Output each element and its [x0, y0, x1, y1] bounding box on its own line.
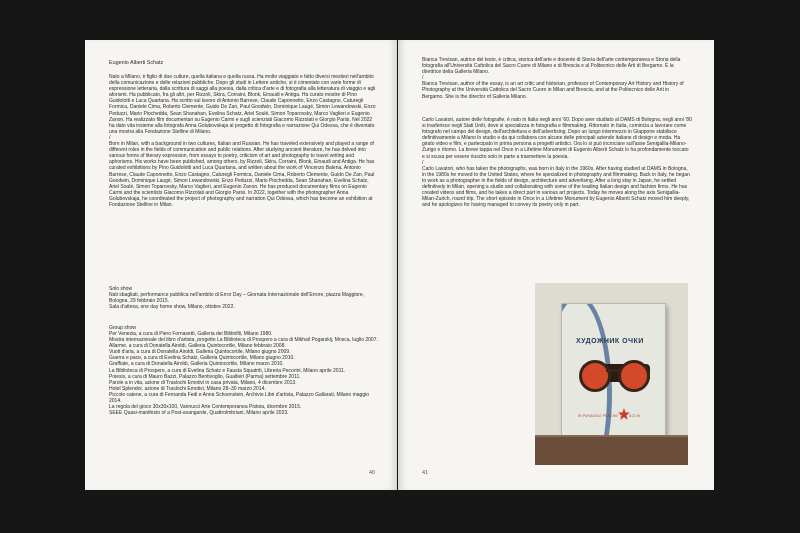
book-cover [561, 303, 666, 442]
author-name: Eugenio Alberti Schatz [109, 60, 164, 66]
book-cover-title: ХУДОЖНИК ОЧКИ [576, 338, 644, 345]
glasses-lens-right [618, 360, 650, 392]
left-page [85, 40, 397, 490]
lavatori-bio: Carlo Lavatori, autore delle fotografie, è nato in Italia negli anni '60. Dopo aver studiato al DAMS di Bologna, negli anni '80 si trasferisce negli Stati Uniti, dove si specializza in fotografia e filmmaking. Ritornato in Italia, comincia a lavorare come fotografo nel campo del design, dell'architettura e dell'advertising. Dopo un lungo intermezzo in Giappone stabilisce definitivamente a Milano lo studio e da qui collabora con alcune delle principali aziende italiane di design e moda. Ha girato video e film, e partecipato in prima persona a progetti artistici. Ora lo si può incrociare sull'asse Senigallia-Milano-Zurigo e ritorno. La breve tappa nel Once in a Lifetime Monument di Eugenio Alberti Schatz lo ha profondamente toccato e si scusa per essere riuscito solo in parte a trasmettere la poesia. / Carlo Lavatori, who has taken the photographs, was born in Italy in the 1960s. After having studied at DAMS in Bologna, in the 1980s he moved to the United States, where he specialized in photography and filmmaking. Back in Italy, he began to work as a photographer in the fields of design, architecture and advertising. After a long stay in Japan, he settled definitively in Milan, opening a studio and collaborating with some of the leading Italian design and fashion firms. He has created videos and films, and he takes a direct part in various art projects. Today he moves along the axis Senigallia-Milan-Zurich, round trip. The short episode in Once in a Lifetime Monument by Eugenio Alberti Schatz moved him deeply, and he apologizes for having managed to convey its poetry only in part. [422, 117, 692, 209]
right-page [398, 40, 714, 490]
page-number-right: 41 [422, 470, 428, 476]
glasses-bridge [606, 369, 620, 372]
group-show-list: Per Venezia, a cura di Piero Fornasetti, Galleria dei Bibliofili, Milano 1980. Mostra internazionale del libro d'artista, progetto La Biblioteca di Prospero a cura di Mikhail Pogarskij, Mosca, luglio 2007. Allarme, a cura di Donatella Airoldi, Galleria Quintocortile, Milano febbraio 2008. Vuoti d'aria, a cura di Donatella Airoldi, Galleria Quintocortile, Milano giugno 2009. Guerra e pace, a cura di Evelina Schatz, Galleria Quintocortile, Milano giugno 2010. Graffiate, a cura di Donatella Airoldi, Galleria Quintocortile, Milano marzo 2010. La Biblioteca di Prospero, a cura di Evelina Schatz e Fausta Squatriti, Libreria Pecorini, Milano aprile 2011. Poiesis, a cura di Mauro Bazzi, Palazzo Bentivoglio, Gualtieri (Parma) settembre 2011. Parole a in vita, azione di Traslochi Emotivi in casa privata, Milano, 4 dicembre 2013. Hotel Splendor, azione di Traslochi Emotivi, Milano 28–30 marzo 2014. Piccole catene, a cura di Fernanda Fedi e Anna Schoenstein, Archivio Libri d'artista, Palazzo Gallarati, Milano maggio 2014. La regola del gioco 30x30x100, Vannucci Arte Contemporanea Pistoia, dicembre 2015. SEEE Quasi-manifesto of a Post-avangarde, Quattrolmbriani, Milano aprile 2023. [109, 331, 378, 417]
glasses-lens-left [579, 360, 611, 392]
group-show-heading: Group show [109, 325, 136, 331]
book-cover-imprint: IN PARADISO PERCHE' DUE OCCHI [578, 414, 641, 418]
page-number-left: 40 [369, 470, 375, 476]
solo-show-heading: Solo show [109, 286, 133, 292]
tabletop [535, 435, 688, 465]
solo-show-list: Nati sbagliati, performance pubblica nell'ambito di Error Day – Giornata Internazionale dell'Errore, piazza Maggiore, Bologna, 29 febbraio 2015. Sala d'attesa, one day home show, Milano, ottobre 2022. [109, 292, 365, 311]
book-photograph [535, 283, 688, 465]
trevisan-bio: Bianca Trevisan, autrice del testo, è critica, storica dell'arte e docente di Storia dell'arte contemporanea e Storia della fotografia all'Università Cattolica del Sacro Cuore di Milano e di Brescia e al Politecnico delle Arti di Bergamo. È la direttrice della Galleria Milano. / Bianca Trevisan, author of the essay, is an art critic and historian, professor of Contemporary Art History and History of Photography at the Università Cattolica del Sacro Cuore in Milan and Brescia, and at the Politecnico delle Arti in Bergamo. She is the director of Galleria Milano. [422, 57, 684, 100]
author-bio: Nato a Milano, è figlio di due culture, quella italiana e quella russa. Ha molto viaggiato e fatto diversi mestieri nell'ambito della comunicazione e delle relazioni pubbliche. Dopo gli studi in Lettere antiche, si è cimentato con varie forme di espressione letteraria, dalla scrittura di saggi alla poesia, dalla critica d'arte e di fotografia alla letteratura di viaggio e agli aforismi. Ha pubblicato, fra gli altri, per Rizzoli, Skira, Corraini, Blonk, Einaudi e Antiga. Ha curato mostre di Pino Guidolotti e Luca Quartana. Ha scritto sul lavoro di Antonio Barrese, Claude Caponnetto, Enzo Castagno, Caturegli Formica, Daniele Cima, Roberto Clemente, Guido De Zan, Paul Goodwin, Dominique Laugé, Simon Lewandowski, Enzo Peduzzi, Mario Piochedda, Sean Shanahan, Evelina Schatz, Ariel Soulé, Simon Toparovsky, Marco Vaglieri e Eugenio Zanon. Ha realizzato film documentari su Eugenio Carmi e sugli scienziati Giacomo Rizzolati e Giorgio Parisi. Nel 2022 ha dato vita insieme alla fotografa Anna Golubovskaja al progetto di fotografia e narrazione Qui Odessa, che è diventato una mostra alla Fondazione Stelline di Milano. / Born in Milan, with a background in two cultures, Italian and Russian. He has traveled extensively and played a range of different roles in the fields of communication and public relations. After studying ancient literature, he has delved into various forms of literary expression, from essays to poetry, criticism of art and photography to travel writing and aphorisms. His works have been published, among others, by Rizzoli, Skira, Corraini, Blonk, Einaudi and Antiga. He has curated exhibitions by Pino Guidolotti and Luca Quartana, and written about the work of Vincenzo Balena, Antonio Barrese, Claude Caponnetto, Enzo Castagno, Caturegli Formica, Daniele Cima, Roberto Clemente, Guido De Zan, Paul Goodwin, Dominique Laugé, Simon Lewandowski, Enzo Peduzzi, Mario Piochedda, Sean Shanahan, Evelina Schatz, Ariel Soulé, Simon Toparovsky, Marco Vaglieri, and Eugenio Zanon. He has produced documentary films on Eugenio Carmi and the scientists Giacomo Rizzolati and Giorgio Parisi. In 2022, together with the photographer Anna Golubovskaja, he coordinated the project of photography and narration Qui Odessa, which has become an exhibition at Fondazione Stelline in Milan. [109, 74, 376, 208]
